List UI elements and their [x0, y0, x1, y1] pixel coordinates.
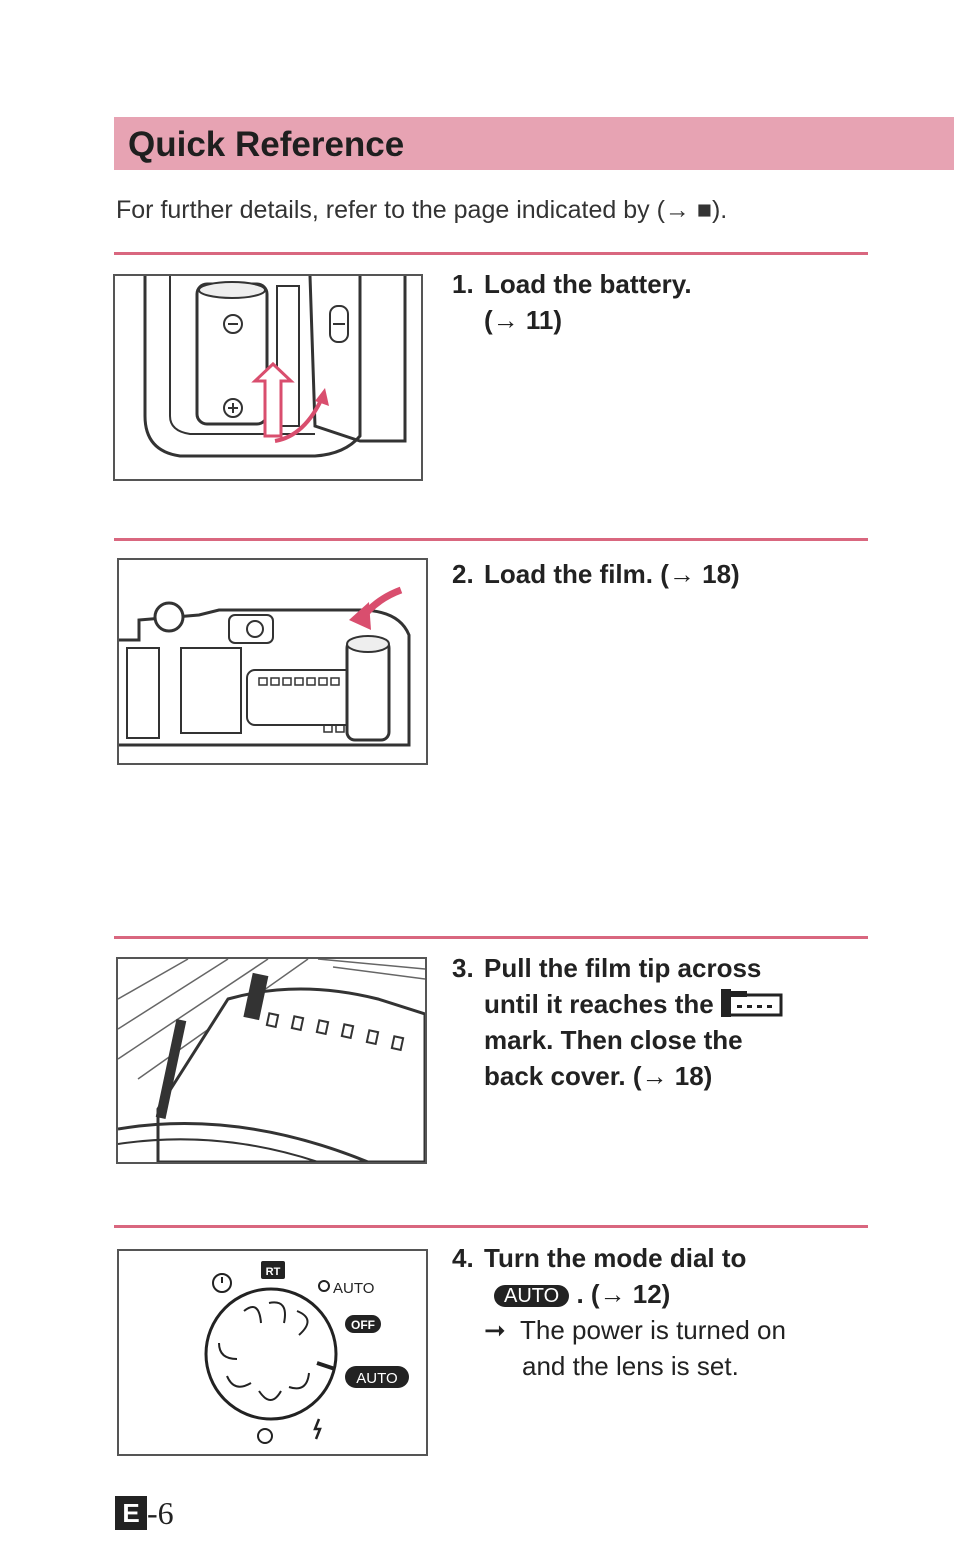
- step-4-reference: . (→ 12): [576, 1279, 671, 1309]
- step-3-line-4: back cover. (→ 18): [484, 1061, 713, 1091]
- language-badge: E: [115, 1496, 147, 1530]
- page-number-text: -6: [147, 1494, 174, 1531]
- divider-2: [114, 538, 868, 541]
- step-3-line-2-text: until it reaches the: [484, 989, 714, 1019]
- battery-illustration: [113, 274, 423, 481]
- red-eye-auto-label: AUTO: [333, 1280, 375, 1297]
- auto-mode-label: AUTO: [356, 1370, 398, 1387]
- film-drawing: [119, 560, 426, 763]
- section-title: Quick Reference: [128, 125, 405, 164]
- step-3-line-1: Pull the film tip across: [484, 953, 762, 983]
- intro-text: For further details, refer to the page indicated by (→ ■).: [116, 196, 728, 224]
- step-2-line-1: Load the film. (→ 18): [484, 559, 740, 589]
- section-banner: [114, 117, 954, 170]
- step-4-number: 4.: [452, 1243, 474, 1273]
- film-position-mark-icon: [721, 989, 783, 1017]
- mode-dial-illustration: [117, 1249, 428, 1456]
- page-number: [115, 1496, 174, 1530]
- film-loading-illustration: [117, 558, 428, 765]
- divider-4: [114, 1225, 868, 1228]
- step-1-line-2: (→ 11): [484, 305, 563, 335]
- step-4: [452, 1240, 872, 1384]
- step-1: [452, 266, 872, 338]
- step-1-line-1: Load the battery.: [484, 269, 692, 299]
- step-3-number: 3.: [452, 953, 474, 983]
- step-4-result-line-1: The power is turned on: [520, 1315, 786, 1345]
- step-3-line-3: mark. Then close the: [484, 1025, 743, 1055]
- auto-mode-badge: AUTO: [494, 1285, 569, 1307]
- step-3: [452, 950, 872, 1094]
- step-4-line-2: [484, 1276, 872, 1312]
- step-4-result-line-2: and the lens is set.: [522, 1351, 739, 1381]
- step-2: [452, 556, 872, 592]
- battery-drawing: [115, 276, 421, 479]
- off-mode-label: OFF: [351, 1318, 375, 1332]
- step-4-result: [484, 1312, 872, 1384]
- step-4-line-1: Turn the mode dial to: [484, 1243, 747, 1273]
- film-tip-illustration: [116, 957, 427, 1164]
- step-1-number: 1.: [452, 269, 474, 299]
- film-tip-drawing: [118, 959, 425, 1162]
- step-2-number: 2.: [452, 559, 474, 589]
- rt-mode-label: RT: [265, 1266, 281, 1278]
- divider-3: [114, 936, 868, 939]
- step-3-line-2: [484, 986, 872, 1022]
- mode-dial-drawing: [119, 1251, 426, 1454]
- divider-1: [114, 252, 868, 255]
- result-arrow-icon: ➞: [484, 1315, 506, 1345]
